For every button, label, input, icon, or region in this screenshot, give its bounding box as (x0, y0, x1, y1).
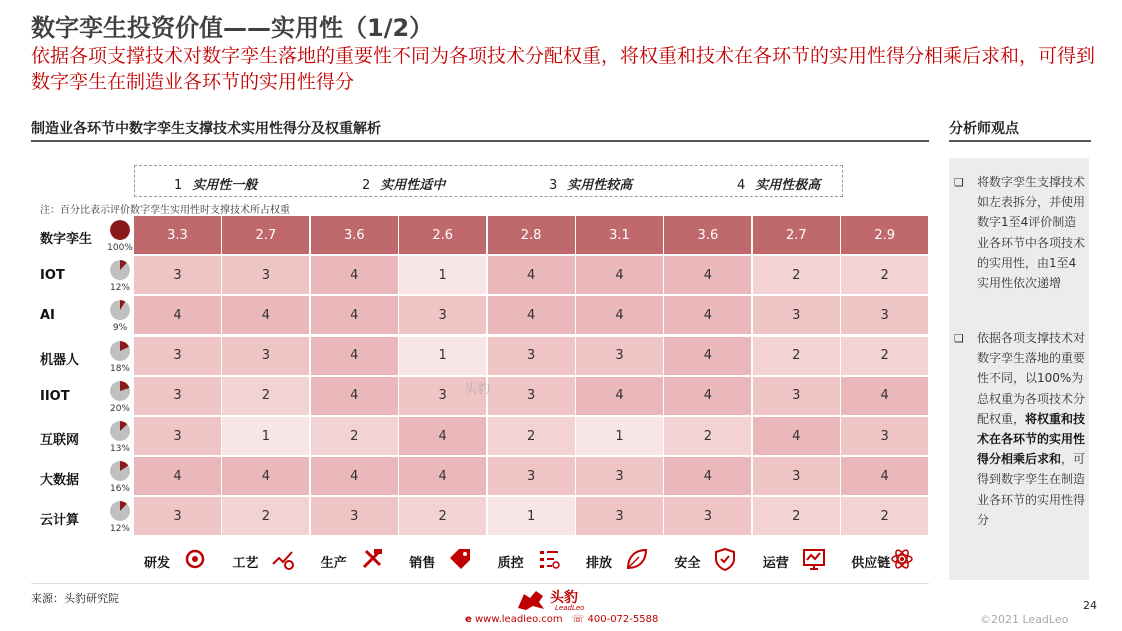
score-cell: 4 (576, 377, 663, 415)
score-cell: 3 (841, 296, 928, 334)
score-cell: 3 (134, 497, 221, 535)
total-score-cell: 2.8 (488, 216, 575, 254)
score-cell: 3 (399, 296, 486, 334)
score-cell: 4 (576, 296, 663, 334)
legend-item (737, 174, 820, 193)
pie-base (110, 220, 130, 240)
weight-percent: 12% (109, 283, 130, 294)
weight-pie-icon (110, 341, 130, 361)
row-label: IOT (40, 268, 65, 284)
total-score-cell: 2.7 (753, 216, 840, 254)
score-cell: 1 (399, 256, 486, 294)
score-cell: 3 (841, 417, 928, 455)
column-label: 质控 (497, 556, 524, 571)
score-cell: 4 (222, 296, 309, 334)
price-tag-icon (447, 546, 473, 572)
page-subtitle: 依据各项支撑技术对数字孪生落地的重要性不同为各项技术分配权重，将权重和技术在各环节的实用性得分相乘后求和，可得到数字孪生在制造业各环节的实用性得分 (31, 45, 1096, 93)
score-cell: 4 (222, 457, 309, 495)
footer-contact (465, 614, 658, 625)
score-cell: 4 (841, 457, 928, 495)
score-cell: 4 (399, 417, 486, 455)
score-cell: 4 (311, 457, 398, 495)
weight-pie-icon (110, 220, 130, 240)
weight-percent: 13% (109, 444, 130, 454)
website-link[interactable]: www.leadleo.com (474, 614, 563, 625)
score-cell: 3 (488, 337, 575, 375)
bullet-icon: ❑ (954, 176, 964, 189)
score-cell: 2 (488, 417, 575, 455)
score-cell: 2 (841, 337, 928, 375)
legend-label: 实用性较高 (567, 178, 633, 193)
legend-number: 2 (362, 178, 371, 193)
web-icon: e (465, 614, 472, 625)
source-note: 来源：头豹研究院 (31, 592, 119, 605)
score-cell: 4 (664, 377, 751, 415)
score-cell: 3 (753, 377, 840, 415)
score-cell: 4 (488, 296, 575, 334)
score-cell: 2 (222, 497, 309, 535)
score-cell: 3 (488, 377, 575, 415)
weight-pie-icon (110, 501, 130, 521)
weight-percent: 16% (109, 484, 130, 495)
phone-icon: ☏ (571, 614, 585, 625)
legend-item (174, 174, 257, 193)
analyst-point-2: 依据各项支撑技术对数字孪生落地的重要性不同，以100%为总权重为各项技术分配权重，将权重和技术在各环节的实用性得分相乘后求和，可得到数字孪生在制造业各环节的实用性得分 (977, 331, 1086, 527)
column-label: 排放 (586, 556, 613, 571)
page-title: 数字孪生投资价值——实用性（1/2） (31, 14, 434, 42)
score-cell: 1 (488, 497, 575, 535)
score-cell: 3 (222, 337, 309, 375)
score-cell: 2 (664, 417, 751, 455)
shield-check-icon (712, 546, 738, 572)
logo-subtext: LeadLeo (555, 604, 585, 612)
score-cell: 2 (222, 377, 309, 415)
score-cell: 2 (311, 417, 398, 455)
column-label: 研发 (144, 556, 171, 571)
score-cell: 2 (753, 497, 840, 535)
bullet-icon: ❑ (954, 332, 964, 345)
score-cell: 4 (664, 256, 751, 294)
column-label: 工艺 (232, 556, 259, 571)
analyst-section-rule (949, 140, 1091, 142)
page-number: 24 (1083, 599, 1097, 612)
row-label: 数字孪生 (40, 232, 93, 247)
weight-note: 注：百分比表示评价数字孪生实用性时支撑技术所占权重 (40, 205, 290, 216)
legend-item (362, 174, 445, 193)
process-icon (270, 546, 296, 572)
score-cell: 4 (134, 457, 221, 495)
score-cell: 4 (841, 377, 928, 415)
score-cell: 3 (576, 497, 663, 535)
score-cell: 4 (399, 457, 486, 495)
score-cell: 4 (488, 256, 575, 294)
score-cell: 3 (134, 377, 221, 415)
score-cell: 3 (399, 377, 486, 415)
score-cell: 2 (753, 256, 840, 294)
atom-icon (889, 546, 915, 572)
copyright: ©2021 LeadLeo (980, 613, 1069, 626)
score-cell: 4 (311, 256, 398, 294)
weight-pie-icon (110, 260, 130, 280)
leadleo-logo-icon (515, 588, 547, 612)
footer-rule (31, 583, 929, 584)
score-cell: 3 (576, 337, 663, 375)
score-cell: 1 (576, 417, 663, 455)
total-score-cell: 2.9 (841, 216, 928, 254)
total-score-cell: 3.3 (134, 216, 221, 254)
score-cell: 3 (664, 497, 751, 535)
column-label: 供应链 (851, 556, 891, 571)
leaf-icon (624, 546, 650, 572)
score-cell: 3 (134, 337, 221, 375)
score-cell: 4 (311, 337, 398, 375)
total-score-cell: 3.1 (576, 216, 663, 254)
watermark: 头豹 (464, 382, 491, 397)
legend-label: 实用性极高 (755, 178, 821, 193)
row-label: 云计算 (40, 513, 80, 529)
weight-pie-icon (110, 461, 130, 481)
score-cell: 4 (664, 296, 751, 334)
quality-control-icon (536, 546, 562, 572)
column-label: 运营 (762, 556, 789, 571)
legend-label: 实用性适中 (380, 178, 446, 193)
phone-number: 400-072-5588 (587, 614, 659, 625)
logo-text: 头豹 (550, 590, 578, 606)
weight-percent: 100% (107, 243, 133, 253)
score-cell: 2 (399, 497, 486, 535)
analyst-point-1: 将数字孪生支撑技术如左表拆分，并使用数字1至4评价制造业各环节中各项技术的实用性，由1至4实用性依次递增 (977, 175, 1086, 291)
score-cell: 4 (664, 457, 751, 495)
weight-percent: 9% (112, 323, 128, 334)
score-cell: 3 (488, 457, 575, 495)
score-cell: 3 (134, 256, 221, 294)
weight-percent: 18% (109, 363, 130, 374)
analyst-section-title: 分析师观点 (949, 121, 1019, 137)
legend-number: 3 (549, 178, 558, 193)
score-cell: 3 (576, 457, 663, 495)
score-cell: 4 (576, 256, 663, 294)
total-score-cell: 2.6 (399, 216, 486, 254)
score-cell: 1 (222, 417, 309, 455)
score-cell: 3 (753, 457, 840, 495)
tools-icon (359, 546, 385, 572)
weight-pie-icon (110, 381, 130, 401)
legend-number: 1 (174, 178, 183, 193)
weight-percent: 12% (109, 524, 130, 535)
score-cell: 3 (311, 497, 398, 535)
row-label: 大数据 (40, 473, 80, 489)
weight-pie-icon (110, 421, 130, 441)
row-label: 机器人 (40, 352, 80, 368)
weight-pie-icon (110, 300, 130, 320)
table-section-rule (31, 140, 929, 142)
total-score-cell: 2.7 (222, 216, 309, 254)
column-label: 生产 (320, 556, 347, 571)
legend-number: 4 (737, 178, 746, 193)
score-cell: 4 (664, 337, 751, 375)
column-label: 安全 (674, 556, 701, 571)
row-label: IIOT (40, 388, 70, 404)
score-cell: 1 (399, 337, 486, 375)
score-cell: 2 (841, 256, 928, 294)
column-label: 销售 (409, 556, 436, 571)
monitor-chart-icon (801, 546, 827, 572)
row-label: 互联网 (40, 433, 80, 448)
legend-label: 实用性一般 (192, 178, 258, 193)
total-score-cell: 3.6 (664, 216, 751, 254)
score-cell: 3 (222, 256, 309, 294)
score-cell: 4 (134, 296, 221, 334)
row-label: AI (40, 308, 55, 324)
score-cell: 3 (753, 296, 840, 334)
legend-item (549, 174, 632, 193)
score-cell: 4 (753, 417, 840, 455)
total-score-cell: 3.6 (311, 216, 398, 254)
research-icon (182, 546, 208, 572)
score-cell: 3 (134, 417, 221, 455)
score-cell: 4 (311, 377, 398, 415)
table-section-title: 制造业各环节中数字孪生支撑技术实用性得分及权重解析 (31, 121, 381, 137)
score-cell: 4 (311, 296, 398, 334)
weight-percent: 20% (109, 403, 130, 414)
score-cell: 2 (841, 497, 928, 535)
score-cell: 2 (753, 337, 840, 375)
